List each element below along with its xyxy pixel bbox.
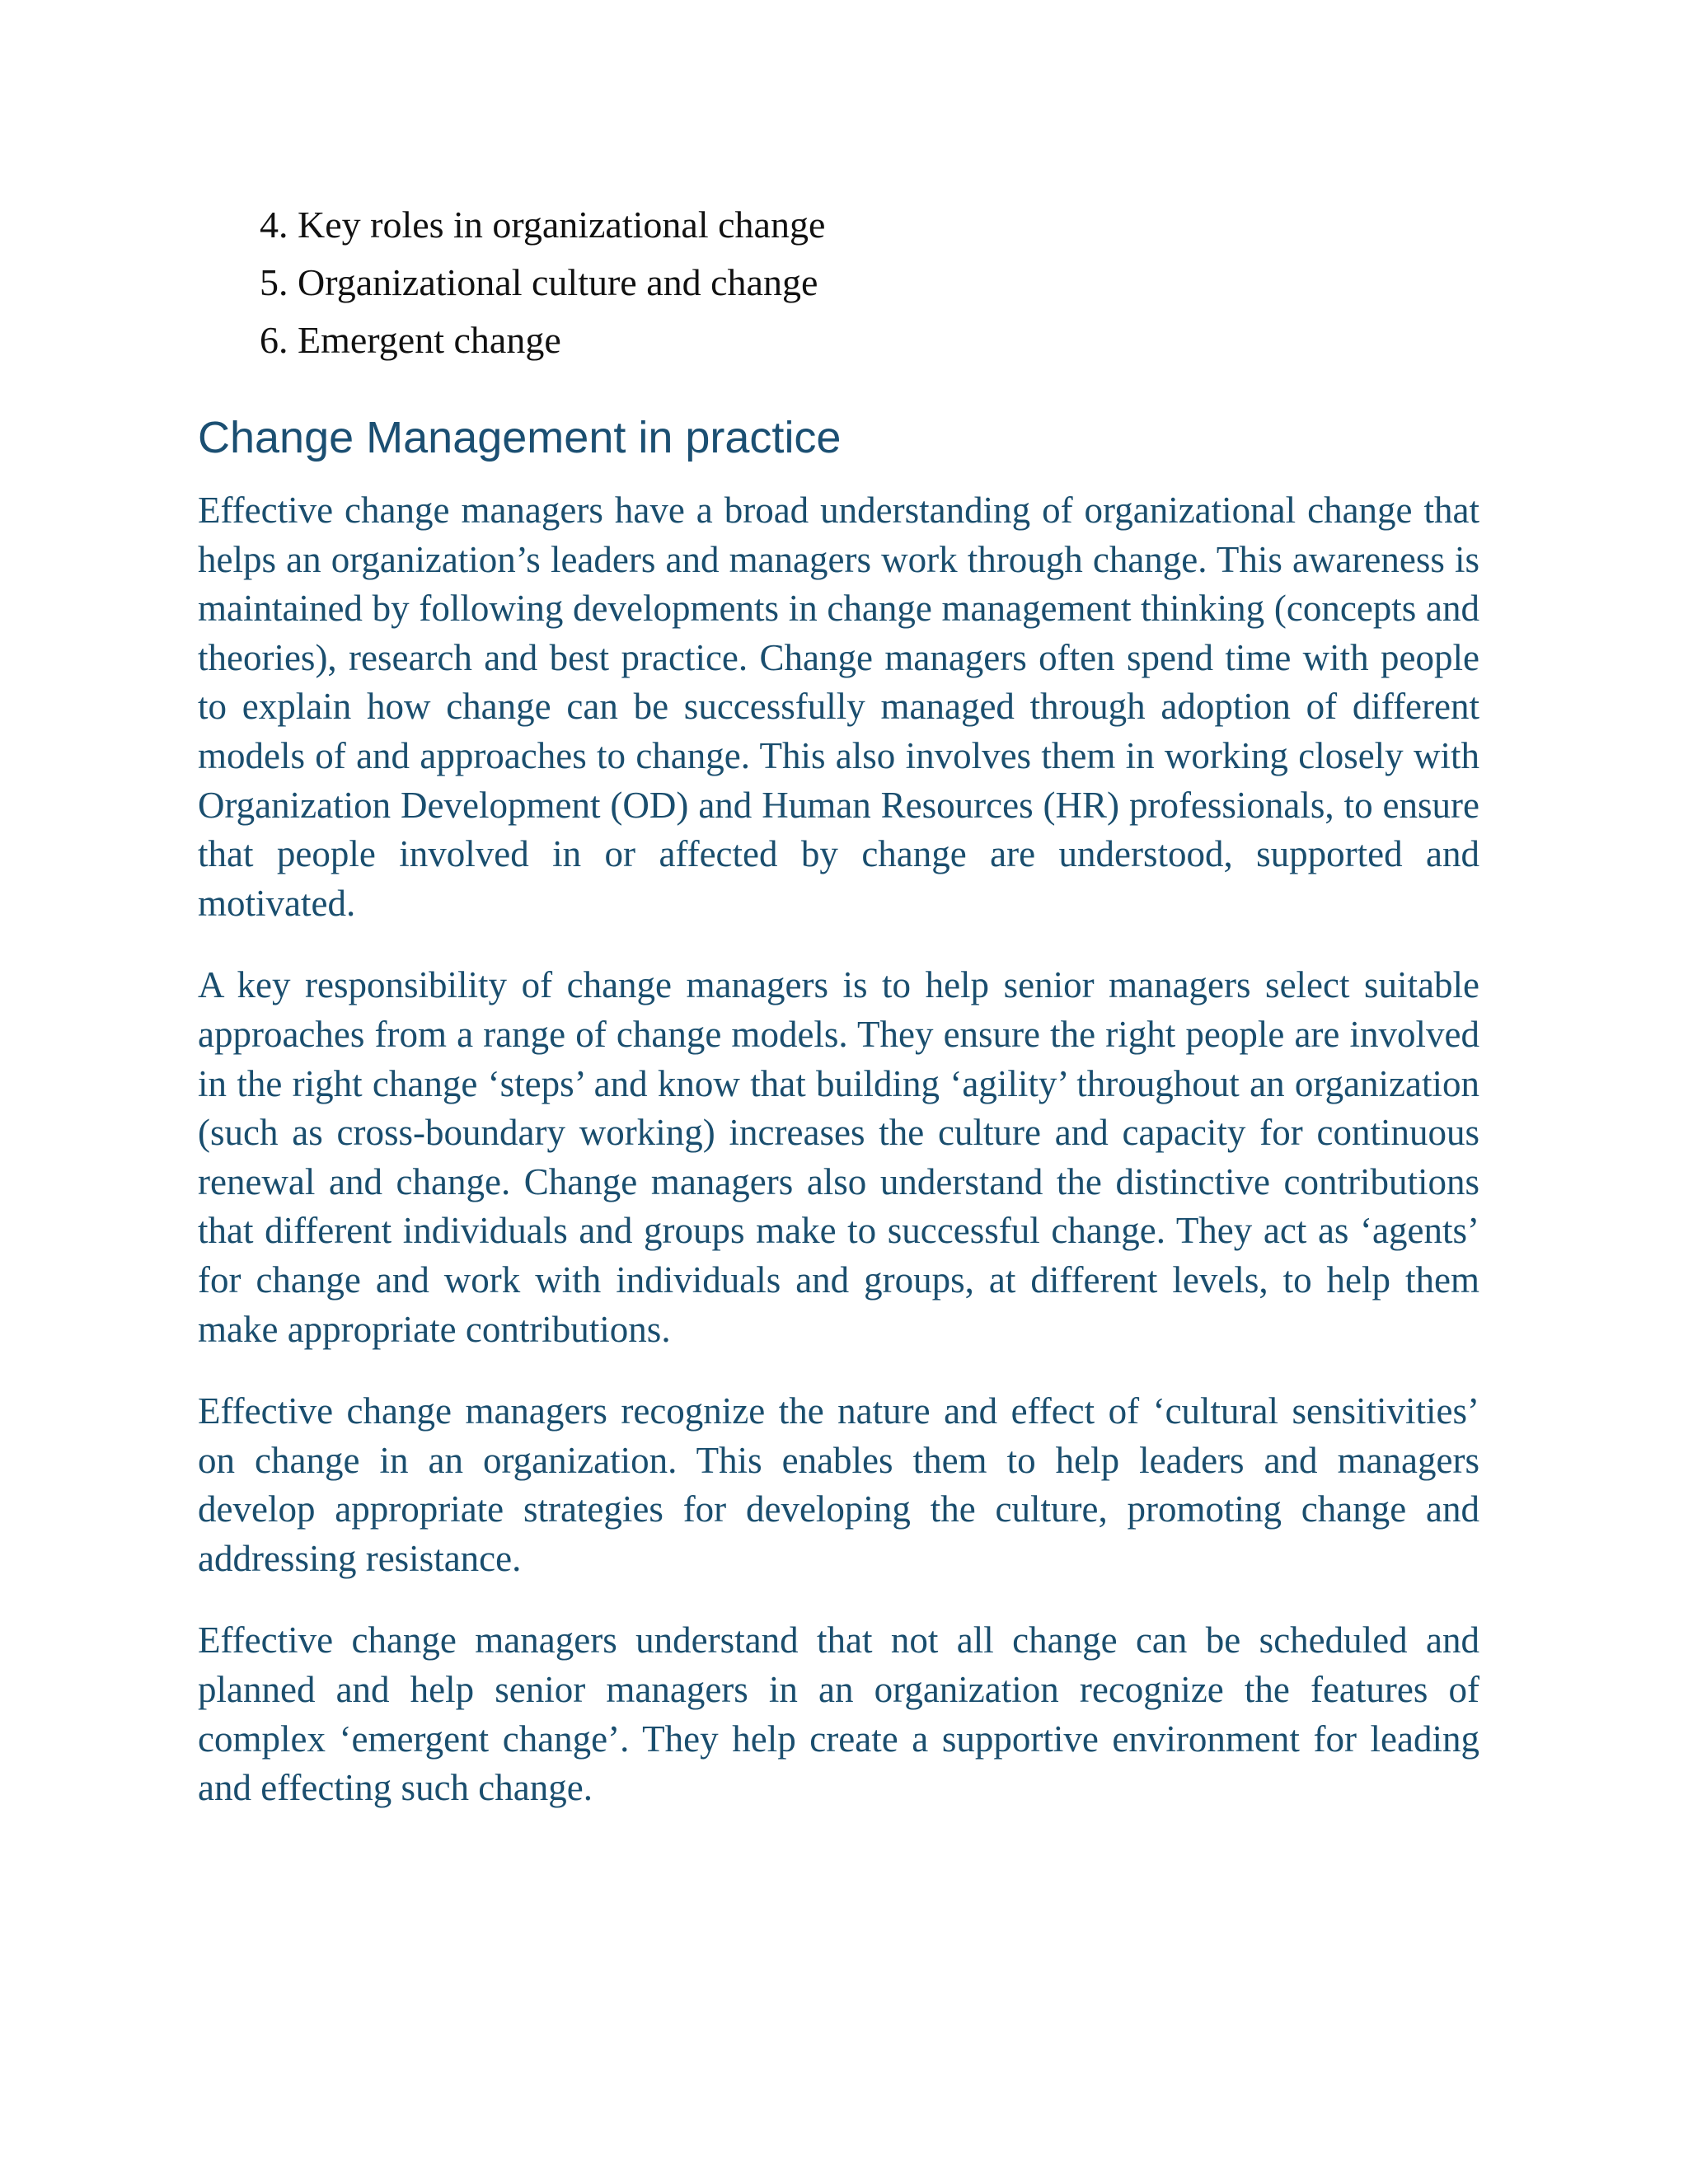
outline-item-6: 6. Emergent change — [260, 319, 561, 361]
outline-list — [260, 196, 825, 369]
section-change-management-in-practice — [198, 404, 1479, 1846]
paragraph-2: A key responsibility of change managers is to help senior managers select suitable approaches from a range of change models. They ensure the right people are involved in the right change ‘steps’ and know that building ‘agility’ throughout an organization (such as cross-boundary working) increases the culture and capacity for continuous renewal and change. Change managers also understand the distinctive contributions that different individuals and groups make to successful change. They act as ‘agents’ for change and work with individuals and groups, at different levels, to help them make appropriate contributions. — [198, 964, 1479, 1350]
paragraph-1: Effective change managers have a broad understanding of organizational change that helps an organization’s leaders and managers work through change. This awareness is maintained by following developments in change management thinking (concepts and theories), research and best practice. Change managers often spend time with people to explain how change can be successfully managed through adoption of different models of and approaches to change. This also involves them in working closely with Organization Development (OD) and Human Resources (HR) professionals, to ensure that people involved in or affected by change are understood, supported and motivated. — [198, 490, 1479, 924]
paragraph-3: Effective change managers recognize the nature and effect of ‘cultural sensitivities’ on change in an organization. This enables them to help leaders and managers develop appropriate strategies for developing the culture, promoting change and addressing resistance. — [198, 1390, 1479, 1579]
outline-item-5: 5. Organizational culture and change — [260, 261, 818, 303]
outline-item-4: 4. Key roles in organizational change — [260, 204, 826, 246]
section-heading: Change Management in practice — [198, 413, 842, 462]
paragraph-4: Effective change managers understand that not all change can be scheduled and planned and help senior managers in an organization recognize the features of complex ‘emergent change’. They help create a supportive environment for leading and effecting such change. — [198, 1619, 1479, 1809]
